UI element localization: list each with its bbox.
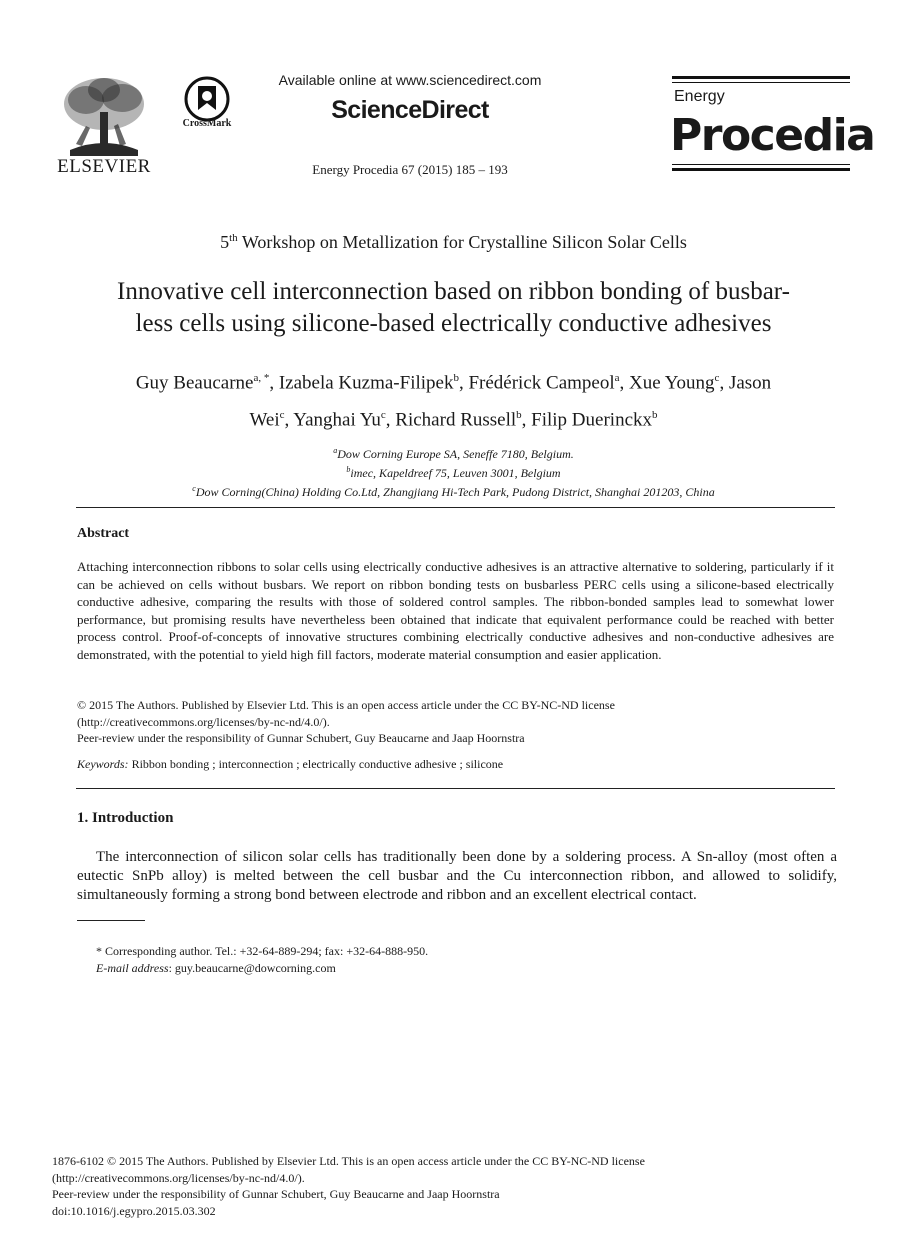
crossmark-icon[interactable] — [184, 76, 230, 122]
license-link[interactable]: (http://creativecommons.org/licenses/by-nc-nd/4.0/). — [77, 714, 330, 729]
journal-logo-rule — [672, 164, 850, 165]
footnote-rule — [77, 920, 145, 921]
introduction-heading: 1. Introduction — [77, 810, 174, 826]
doi[interactable]: doi:10.1016/j.egypro.2015.03.302 — [52, 1203, 216, 1218]
sciencedirect-wordmark: ScienceDirect — [331, 96, 489, 124]
email-address[interactable]: : guy.beaucarne@dowcorning.com — [168, 961, 336, 975]
email-line: E-mail address: guy.beaucarne@dowcorning.com — [96, 961, 336, 975]
author-list: Guy Beaucarne$^{a, *}$, Izabela Kuzma-Filipek$^b$, Frédérick Campeol$^a$, Xue Young$^c$, Jason Wei$^c$, Yanghai Yu$^c$, Richard Russell$^b$, Filip Duerinckx$^b$ — [135, 372, 772, 431]
author: Yanghai Yu — [293, 409, 381, 431]
journal-logo-rule — [672, 168, 850, 171]
workshop-name: 5th Workshop on Metallization for Crystalline Silicon Solar Cells — [220, 232, 687, 252]
elsevier-tree-logo — [56, 74, 152, 158]
crossmark-label: CrossMark — [182, 118, 232, 129]
footnote — [96, 943, 796, 977]
issn-license: 1876-6102 © 2015 The Authors. Published by Elsevier Ltd. This is an open access article under the CC BY-NC-ND license — [52, 1154, 645, 1168]
journal-logo-rule — [672, 82, 850, 83]
issn-license-link[interactable]: (http://creativecommons.org/licenses/by-nc-nd/4.0/). — [52, 1170, 305, 1185]
paper-title: Innovative cell interconnection based on ribbon bonding of busbar- less cells using silicone-based electrically conductive adhesives — [117, 278, 790, 337]
author: Wei — [249, 409, 280, 431]
section-rule — [76, 788, 835, 789]
author: Filip Duerinckx — [531, 409, 653, 431]
abstract-heading: Abstract — [77, 526, 130, 541]
issn-peer-review: Peer-review under the responsibility of Gunnar Schubert, Guy Beaucarne and Jaap Hoornstra — [52, 1187, 500, 1201]
section-rule — [76, 507, 835, 508]
author: Izabela Kuzma-Filipek — [278, 372, 454, 394]
author: Xue Young — [629, 372, 715, 394]
author: Richard Russell — [395, 409, 517, 431]
affiliation: $^b$imec, Kapeldreef 75, Leuven 3001, Belgium — [346, 465, 561, 480]
issn-footer — [52, 1153, 852, 1219]
abstract-body: Attaching interconnection ribbons to solar cells using electrically conductive adhesives is an attractive alternative to soldering, particularly if it can be achieved on cells without busbars. We report on ribbon bonding tests on busbarless PERC cells using a silicone-based electrically conductive adhesive, comparing the results with those of soldered control samples. The ribbon-bonded samples lead to somewhat lower performance, but promising results have nevertheless been obtained that indicate that equivalent performance could be reached with better process control. Proof-of-concepts of innovative structures combining electrically conductive adhesives and non-conductive adhesives are demonstrated, with the potential to yield high fill factors, moderate material consumption and easier application. — [77, 559, 834, 662]
journal-logo-rule — [672, 76, 850, 79]
journal-logo-energy: Energy — [674, 88, 725, 105]
license-block — [77, 697, 834, 747]
affiliation: $^a$Dow Corning Europe SA, Seneffe 7180, Belgium. — [333, 446, 574, 461]
affiliation: $^c$Dow Corning(China) Holding Co.Ltd, Zhangjiang Hi-Tech Park, Pudong District, Shanghai 201203, China — [192, 484, 715, 499]
elsevier-wordmark: ELSEVIER — [57, 156, 151, 177]
journal-logo-procedia: Procedia — [670, 110, 875, 161]
license-text: © 2015 The Authors. Published by Elsevier Ltd. This is an open access article under the CC BY-NC-ND license — [77, 698, 615, 712]
author: Guy Beaucarne — [135, 372, 254, 394]
affiliations — [80, 443, 827, 500]
journal-citation: Energy Procedia 67 (2015) 185 – 193 — [312, 162, 508, 177]
keywords: Keywords: Ribbon bonding ; interconnection ; electrically conductive adhesive ; silicone — [77, 757, 504, 771]
author: Frédérick Campeol — [468, 372, 615, 394]
corresponding-author: * Corresponding author. Tel.: +32-64-889-294; fax: +32-64-888-950. — [96, 944, 429, 958]
introduction-body: The interconnection of silicon solar cells has traditionally been done by a soldering process. A Sn-alloy (most often a eutectic SnPb alloy) is melted between the cell busbar and the Cu interconnection ribbon, and allowed to solidify, simultaneously forming a strong bond between electrode and ribbon and an excellent electrical contact. — [77, 849, 837, 903]
available-online-text: Available online at www.sciencedirect.com — [278, 72, 542, 88]
peer-review-text: Peer-review under the responsibility of Gunnar Schubert, Guy Beaucarne and Jaap Hoornstra — [77, 731, 525, 745]
